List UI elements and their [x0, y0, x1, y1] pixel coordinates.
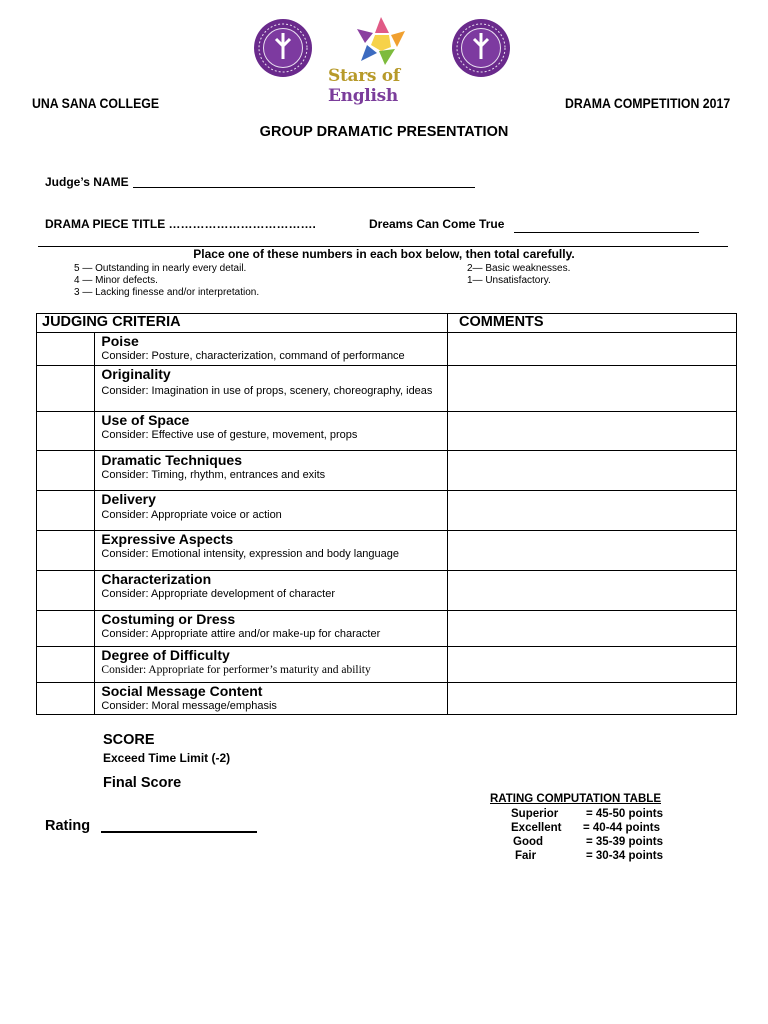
score-box[interactable] [37, 333, 95, 366]
scale-item-1: 1— Unsatisfactory. [467, 275, 551, 286]
criteria-title: Degree of Difficulty [101, 647, 230, 663]
rating-row-label: Fair [515, 850, 537, 862]
college-seal-left [254, 19, 312, 77]
drama-title-label: DRAMA PIECE TITLE ………………………………. [45, 217, 316, 231]
table-row [37, 412, 737, 451]
criteria-title: Poise [101, 333, 139, 349]
table-row [37, 647, 737, 683]
comment-box[interactable] [448, 531, 737, 571]
score-box[interactable] [37, 611, 95, 647]
criteria-cell [95, 683, 448, 715]
score-box[interactable] [37, 647, 95, 683]
table-row [37, 333, 737, 366]
brand-name: Stars of English [328, 66, 400, 106]
table-row [37, 451, 737, 491]
scale-right [467, 263, 570, 287]
criteria-title: Expressive Aspects [101, 531, 234, 547]
score-box[interactable] [37, 412, 95, 451]
time-limit-label: Exceed Time Limit (-2) [103, 751, 231, 765]
criteria-title: Delivery [101, 491, 156, 507]
criteria-cell [95, 571, 448, 611]
criteria-consider: Consider: Moral message/emphasis [101, 700, 277, 712]
comment-box[interactable] [448, 647, 737, 683]
criteria-cell [95, 611, 448, 647]
rating-row-label: Good [513, 836, 544, 848]
score-box[interactable] [37, 571, 95, 611]
table-row [37, 571, 737, 611]
comment-box[interactable] [448, 683, 737, 715]
score-box[interactable] [37, 491, 95, 531]
rating-row-value: = 35-39 points [586, 836, 664, 848]
comment-box[interactable] [448, 611, 737, 647]
criteria-consider: Consider: Posture, characterization, command of performance [101, 350, 405, 362]
scale-item-2: 2— Basic weaknesses. [467, 263, 571, 274]
criteria-consider: Consider: Timing, rhythm, entrances and exits [101, 469, 326, 481]
table-row [37, 491, 737, 531]
comment-box[interactable] [448, 333, 737, 366]
table-row [37, 611, 737, 647]
criteria-cell [95, 647, 448, 683]
drama-title-field[interactable] [514, 232, 699, 233]
competition-name: DRAMA COMPETITION 2017 [565, 95, 731, 111]
criteria-consider: Consider: Effective use of gesture, movement, props [101, 429, 358, 441]
score-label: SCORE [103, 732, 155, 748]
drama-title-value: Dreams Can Come True [369, 217, 505, 231]
col-criteria-header: JUDGING CRITERIA [37, 314, 448, 333]
table-row [37, 683, 737, 715]
comment-box[interactable] [448, 491, 737, 531]
criteria-title: Characterization [101, 571, 212, 587]
scale-item-5: 5 — Outstanding in nearly every detail. [74, 263, 247, 274]
table-header [37, 314, 737, 333]
rating-field[interactable] [101, 831, 257, 833]
criteria-consider: Consider: Appropriate voice or action [101, 509, 282, 521]
rating-row-label: Superior [511, 808, 559, 820]
comment-box[interactable] [448, 451, 737, 491]
criteria-cell [95, 491, 448, 531]
comment-box[interactable] [448, 571, 737, 611]
rating-row-label: Excellent [511, 822, 562, 834]
comment-box[interactable] [448, 366, 737, 412]
criteria-consider: Consider: Imagination in use of props, scenery, choreography, ideas [101, 385, 433, 397]
criteria-cell [95, 412, 448, 451]
criteria-cell [95, 531, 448, 571]
criteria-consider: Consider: Appropriate for performer’s maturity and ability [101, 664, 371, 676]
rating-row-value: = 30-34 points [586, 850, 664, 862]
table-row [37, 531, 737, 571]
final-score-label: Final Score [103, 775, 182, 791]
judging-criteria-table [36, 313, 737, 715]
col-comments-header: COMMENTS [448, 314, 737, 333]
rating-row-value: = 40-44 points [583, 822, 661, 834]
rating-table-heading: RATING COMPUTATION TABLE [490, 793, 661, 805]
rating-label: Rating [45, 818, 91, 834]
instructions-heading: Place one of these numbers in each box below, then total carefully. [193, 247, 575, 261]
comment-box[interactable] [448, 412, 737, 451]
rating-row-value: = 45-50 points [586, 808, 664, 820]
criteria-cell [95, 451, 448, 491]
criteria-consider: Consider: Emotional intensity, expression and body language [101, 548, 400, 560]
criteria-title: Social Message Content [101, 683, 263, 699]
score-box[interactable] [37, 451, 95, 491]
criteria-title: Costuming or Dress [101, 611, 236, 627]
college-name: UNA SANA COLLEGE [32, 95, 160, 111]
judge-name-field[interactable] [133, 187, 475, 188]
stars-of-english-logo [355, 15, 407, 67]
score-box[interactable] [37, 531, 95, 571]
scale-left [74, 263, 259, 299]
criteria-title: Originality [101, 366, 171, 382]
scale-item-3: 3 — Lacking finesse and/or interpretation. [74, 287, 260, 298]
judge-name-label: Judge’s NAME [45, 175, 129, 189]
score-box[interactable] [37, 683, 95, 715]
criteria-cell [95, 366, 448, 412]
table-row [37, 366, 737, 412]
score-box[interactable] [37, 366, 95, 412]
criteria-consider: Consider: Appropriate development of character [101, 588, 335, 600]
criteria-cell [95, 333, 448, 366]
page-title: GROUP DRAMATIC PRESENTATION [259, 124, 509, 140]
criteria-title: Use of Space [101, 412, 190, 428]
scale-item-4: 4 — Minor defects. [74, 275, 158, 286]
college-seal-right [452, 19, 510, 77]
criteria-consider: Consider: Appropriate attire and/or make-up for character [101, 628, 381, 640]
criteria-title: Dramatic Techniques [101, 452, 242, 468]
